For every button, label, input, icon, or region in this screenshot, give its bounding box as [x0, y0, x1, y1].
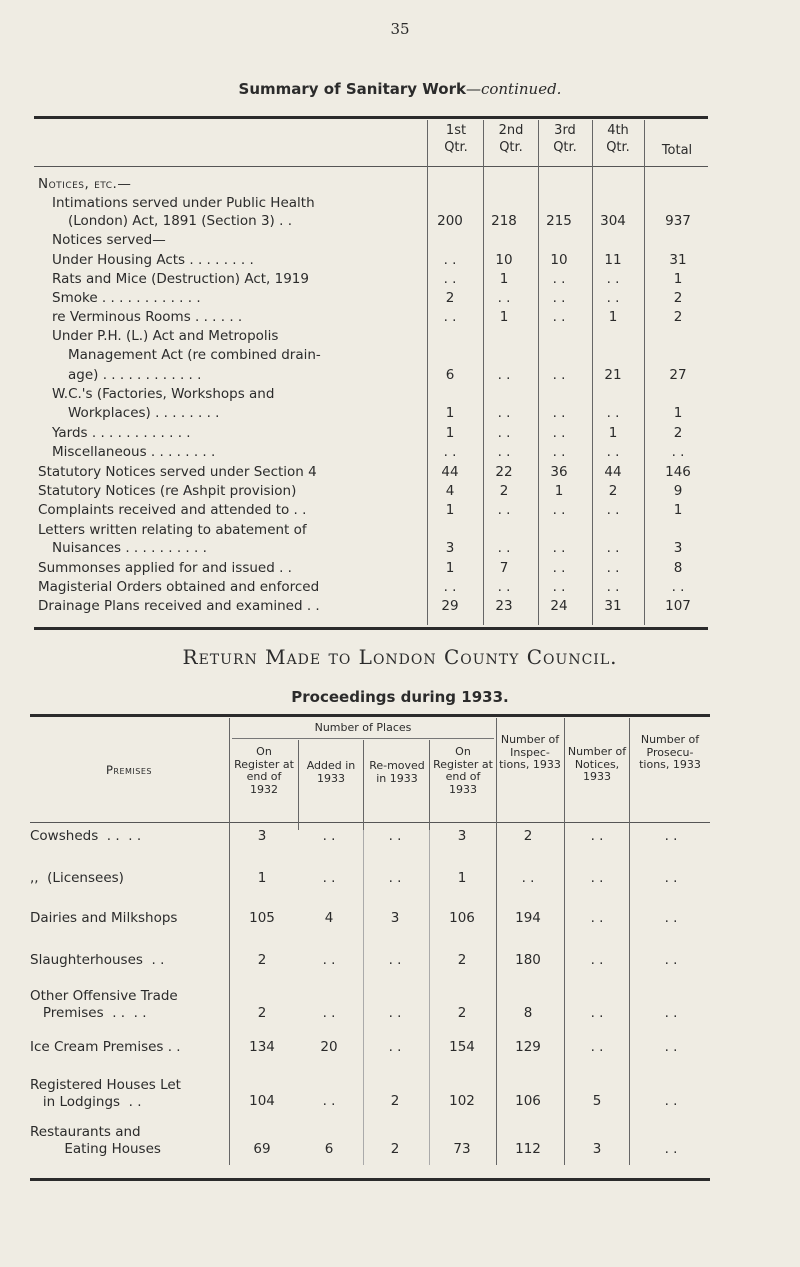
return-cell: . . [590, 828, 604, 844]
return-cell: . . [322, 952, 336, 968]
summary-cell: 29 [441, 598, 459, 614]
return-top-rule [30, 714, 710, 717]
summary-cell: 2 [673, 309, 683, 325]
summary-cell: 1 [445, 560, 455, 576]
summary-cell: 1 [673, 405, 683, 421]
summary-cell: 1 [445, 502, 455, 518]
summary-cell: . . [606, 560, 620, 576]
summary-row-label: Summonses applied for and issued . . [38, 560, 292, 576]
summary-cell: . . [443, 579, 457, 595]
summary-cell: 1 [499, 271, 509, 287]
return-row-label: Restaurants and [30, 1124, 141, 1140]
return-col-divider [298, 740, 299, 830]
summary-cell: . . [552, 425, 566, 441]
return-row-label: Eating Houses [30, 1141, 161, 1157]
summary-cell: . . [552, 271, 566, 287]
return-cell: 2 [457, 1005, 467, 1021]
summary-cell: 304 [600, 213, 626, 229]
summary-cell: 4 [445, 483, 455, 499]
summary-row [38, 328, 708, 348]
return-row-label: Other Offensive Trade [30, 988, 178, 1004]
summary-cell: . . [497, 444, 511, 460]
return-cell: 3 [592, 1141, 602, 1157]
summary-row [38, 386, 708, 406]
return-row-label: Cowsheds . . . . [30, 828, 142, 844]
return-cell: . . [590, 870, 604, 886]
return-col-divider [564, 718, 565, 1165]
summary-row [38, 502, 708, 522]
summary-row-label: Statutory Notices served under Section 4 [38, 464, 317, 480]
return-cell: . . [322, 1093, 336, 1109]
summary-cell: 31 [669, 252, 687, 268]
summary-cell: . . [606, 271, 620, 287]
summary-cell: . . [606, 540, 620, 556]
return-cell: . . [590, 952, 604, 968]
return-cell: . . [388, 1005, 402, 1021]
summary-row-label: Drainage Plans received and examined . . [38, 598, 320, 614]
return-cell: 3 [457, 828, 467, 844]
return-cell: 134 [249, 1039, 275, 1055]
return-row-label: Dairies and Milkshops [30, 910, 178, 926]
summary-cell: . . [443, 252, 457, 268]
summary-row-label: Under P.H. (L.) Act and Metropolis [52, 328, 279, 344]
sub-header-added: Added in 1933 [306, 759, 356, 785]
return-row-label: Ice Cream Premises . . [30, 1039, 181, 1055]
return-cell: 106 [515, 1093, 541, 1109]
summary-cell: . . [552, 309, 566, 325]
return-cell: 129 [515, 1039, 541, 1055]
summary-cell: 215 [546, 213, 572, 229]
return-col-divider-faint [429, 830, 430, 1165]
summary-cell: 2 [499, 483, 509, 499]
return-cell: 2 [390, 1093, 400, 1109]
summary-cell: 1 [608, 425, 618, 441]
return-cell: . . [664, 870, 678, 886]
summary-cell: . . [497, 405, 511, 421]
summary-top-rule [34, 116, 708, 119]
return-cell: . . [322, 1005, 336, 1021]
summary-cell: 1 [499, 309, 509, 325]
return-cell: 180 [515, 952, 541, 968]
summary-row-label: Yards . . . . . . . . . . . . [52, 425, 191, 441]
return-cell: 154 [449, 1039, 475, 1055]
summary-row-label: Letters written relating to abatement of [38, 522, 307, 538]
summary-row-label: Nuisances . . . . . . . . . . [52, 540, 207, 556]
summary-cell: 31 [604, 598, 622, 614]
return-subtitle: Proceedings during 1933. [291, 688, 509, 706]
summary-cell: 21 [604, 367, 622, 383]
premises-header: Premises [105, 763, 153, 777]
summary-title [0, 80, 800, 98]
return-cell: 69 [253, 1141, 271, 1157]
summary-row-label: Magisterial Orders obtained and enforced [38, 579, 320, 595]
sub-header-register-1933: On Register at end of 1933 [433, 745, 493, 796]
summary-row [38, 444, 708, 464]
return-col-divider [629, 718, 630, 1165]
summary-title-main: Summary of Sanitary Work [238, 80, 466, 98]
inspections-header: Number of Inspec-tions, 1933 [499, 733, 561, 771]
summary-cell: 146 [665, 464, 691, 480]
summary-cell: 218 [491, 213, 517, 229]
return-cell: 73 [453, 1141, 471, 1157]
summary-cell: 6 [445, 367, 455, 383]
summary-cell: . . [497, 502, 511, 518]
return-cell: 2 [257, 1005, 267, 1021]
summary-cell: 24 [550, 598, 568, 614]
summary-cell: 7 [499, 560, 509, 576]
summary-header-q3: 3rd Qtr. [553, 123, 577, 155]
summary-cell: . . [671, 444, 685, 460]
summary-header-q4: 4th Qtr. [606, 123, 630, 155]
summary-cell: 27 [669, 367, 687, 383]
return-cell: 112 [515, 1141, 541, 1157]
summary-row [38, 195, 708, 215]
summary-row [38, 425, 708, 445]
places-underline [232, 738, 494, 739]
summary-row [38, 522, 708, 542]
summary-row-label: Workplaces) . . . . . . . . [68, 405, 220, 421]
return-cell: . . [388, 828, 402, 844]
summary-cell: 1 [554, 483, 564, 499]
return-bottom-rule [30, 1178, 710, 1181]
summary-row-label: W.C.'s (Factories, Workshops and [52, 386, 275, 402]
return-cell: . . [664, 1141, 678, 1157]
summary-cell: . . [497, 290, 511, 306]
summary-cell: . . [606, 444, 620, 460]
page-number: 35 [390, 20, 410, 38]
summary-cell: 2 [445, 290, 455, 306]
return-cell: . . [388, 1039, 402, 1055]
return-cell: . . [590, 1039, 604, 1055]
summary-cell: 1 [673, 502, 683, 518]
summary-cell: 1 [608, 309, 618, 325]
summary-title-continued: —continued. [465, 80, 562, 98]
return-title: Return Made to London County Council. [182, 645, 618, 669]
summary-cell: 22 [495, 464, 513, 480]
summary-header-q2: 2nd Qtr. [498, 123, 524, 155]
summary-row-label: Complaints received and attended to . . [38, 502, 307, 518]
return-col-divider [229, 718, 230, 1165]
summary-cell: 1 [445, 425, 455, 441]
return-cell: 106 [449, 910, 475, 926]
summary-cell: . . [443, 444, 457, 460]
summary-row [38, 347, 708, 367]
return-cell: 2 [390, 1141, 400, 1157]
return-header-rule [30, 822, 710, 823]
summary-row [38, 483, 708, 503]
return-row-label: in Lodgings . . [30, 1094, 142, 1110]
summary-bottom-rule [34, 627, 708, 630]
summary-cell: 44 [604, 464, 622, 480]
summary-row-label: Notices served— [52, 232, 166, 248]
return-cell: 102 [449, 1093, 475, 1109]
return-col-divider [429, 740, 430, 830]
summary-row-label: Under Housing Acts . . . . . . . . [52, 252, 254, 268]
summary-cell: 3 [673, 540, 683, 556]
summary-cell: 2 [673, 425, 683, 441]
return-cell: . . [664, 828, 678, 844]
summary-row-label: Miscellaneous . . . . . . . . [52, 444, 216, 460]
return-cell: 6 [324, 1141, 334, 1157]
summary-cell: 10 [550, 252, 568, 268]
summary-cell: 3 [445, 540, 455, 556]
return-cell: 104 [249, 1093, 275, 1109]
summary-cell: . . [497, 425, 511, 441]
summary-row [38, 309, 708, 329]
summary-row [38, 579, 708, 599]
return-row-label: Slaughterhouses . . [30, 952, 165, 968]
return-cell: 8 [523, 1005, 533, 1021]
summary-header-rule [34, 166, 708, 167]
return-cell: 105 [249, 910, 275, 926]
summary-cell: 107 [665, 598, 691, 614]
summary-row [38, 252, 708, 272]
summary-header-q1: 1st Qtr. [444, 123, 468, 155]
summary-header-total: Total [661, 143, 693, 158]
return-cell: 4 [324, 910, 334, 926]
summary-cell: . . [606, 405, 620, 421]
return-row-label: ,, (Licensees) [30, 870, 124, 886]
return-cell: . . [664, 952, 678, 968]
return-cell: 2 [257, 952, 267, 968]
summary-cell: 200 [437, 213, 463, 229]
summary-cell: 2 [608, 483, 618, 499]
summary-row [38, 271, 708, 291]
return-cell: . . [322, 828, 336, 844]
return-cell: . . [590, 1005, 604, 1021]
summary-cell: 36 [550, 464, 568, 480]
return-cell: 2 [523, 828, 533, 844]
summary-cell: . . [552, 560, 566, 576]
return-cell: . . [664, 1039, 678, 1055]
summary-row [38, 464, 708, 484]
return-cell: . . [388, 952, 402, 968]
summary-cell: 2 [673, 290, 683, 306]
return-row-label: Premises . . . . [30, 1005, 147, 1021]
places-header: Number of Places [314, 721, 412, 734]
return-col-divider [363, 740, 364, 830]
summary-row-label: Smoke . . . . . . . . . . . . [52, 290, 201, 306]
return-cell: 3 [257, 828, 267, 844]
summary-row [38, 213, 708, 233]
notices-header: Number of Notices, 1933 [567, 745, 627, 783]
return-cell: 3 [390, 910, 400, 926]
summary-cell: . . [606, 502, 620, 518]
sub-header-removed: Re-moved in 1933 [369, 759, 425, 785]
summary-cell: 1 [673, 271, 683, 287]
return-cell: . . [521, 870, 535, 886]
summary-cell: . . [497, 579, 511, 595]
summary-row [38, 598, 708, 618]
return-cell: 5 [592, 1093, 602, 1109]
section-heading: Notices, etc.— [38, 176, 132, 192]
return-row-label: Registered Houses Let [30, 1077, 181, 1093]
summary-cell: . . [552, 367, 566, 383]
summary-cell: . . [497, 367, 511, 383]
summary-row-label: Rats and Mice (Destruction) Act, 1919 [52, 271, 309, 287]
return-cell: . . [664, 1093, 678, 1109]
summary-row-label: re Verminous Rooms . . . . . . [52, 309, 243, 325]
summary-cell: 9 [673, 483, 683, 499]
summary-row [38, 405, 708, 425]
return-cell: 1 [257, 870, 267, 886]
summary-cell: 937 [665, 213, 691, 229]
summary-cell: . . [606, 290, 620, 306]
summary-cell: . . [671, 579, 685, 595]
summary-row-label: Statutory Notices (re Ashpit provision) [38, 483, 297, 499]
summary-cell: . . [497, 540, 511, 556]
summary-row-label: Management Act (re combined drain- [68, 347, 321, 363]
summary-cell: . . [552, 579, 566, 595]
summary-row [38, 232, 708, 252]
summary-cell: . . [443, 271, 457, 287]
return-cell: 1 [457, 870, 467, 886]
summary-cell: . . [552, 540, 566, 556]
return-cell: . . [388, 870, 402, 886]
summary-row-label: (London) Act, 1891 (Section 3) . . [68, 213, 292, 229]
return-cell: 194 [515, 910, 541, 926]
summary-cell: . . [552, 290, 566, 306]
summary-row [38, 367, 708, 387]
summary-row [38, 540, 708, 560]
return-cell: . . [664, 1005, 678, 1021]
summary-cell: . . [606, 579, 620, 595]
summary-row-label: Intimations served under Public Health [52, 195, 315, 211]
return-cell: . . [590, 910, 604, 926]
summary-cell: 44 [441, 464, 459, 480]
summary-cell: 1 [445, 405, 455, 421]
summary-cell: . . [552, 502, 566, 518]
sub-header-register-1932: On Register at end of 1932 [234, 745, 294, 796]
return-col-divider-faint [363, 830, 364, 1165]
summary-cell: . . [552, 444, 566, 460]
summary-cell: 10 [495, 252, 513, 268]
summary-cell: 11 [604, 252, 622, 268]
summary-cell: . . [552, 405, 566, 421]
prosecutions-header: Number of Prosecu-tions, 1933 [639, 733, 701, 771]
return-cell: . . [664, 910, 678, 926]
summary-cell: 23 [495, 598, 513, 614]
summary-row [38, 290, 708, 310]
return-cell: . . [322, 870, 336, 886]
return-cell: 2 [457, 952, 467, 968]
summary-cell: 8 [673, 560, 683, 576]
return-cell: 20 [320, 1039, 338, 1055]
summary-cell: . . [443, 309, 457, 325]
summary-row-label: age) . . . . . . . . . . . . [68, 367, 202, 383]
summary-row [38, 560, 708, 580]
